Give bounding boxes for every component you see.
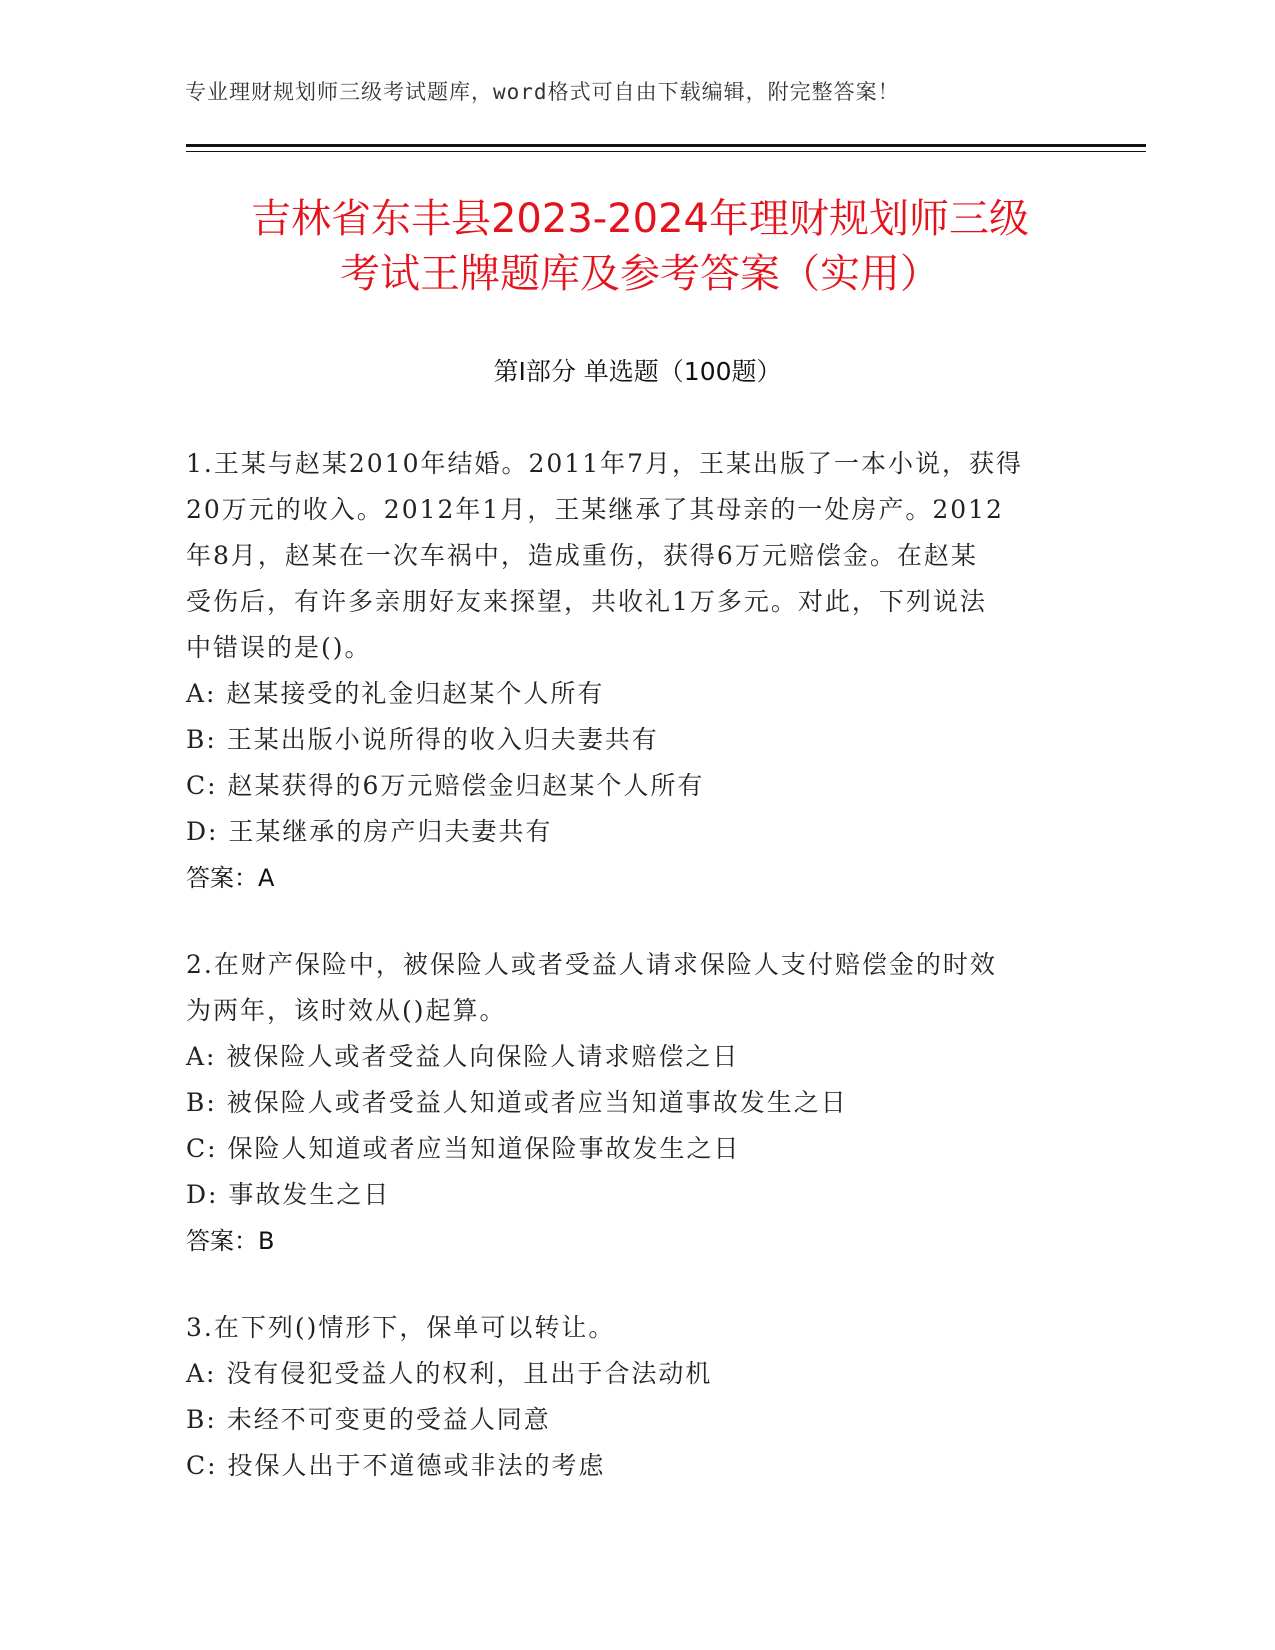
option-c: C: 保险人知道或者应当知道保险事故发生之日 — [186, 1134, 741, 1163]
header-note: 专业理财规划师三级考试题库，word格式可自由下载编辑，附完整答案！ — [185, 80, 900, 104]
question-list — [186, 441, 1086, 1530]
question-stem-line: 为两年，该时效从()起算。 — [186, 996, 507, 1025]
question-3 — [186, 1305, 1086, 1489]
option-a: A: 被保险人或者受益人向保险人请求赔偿之日 — [186, 1042, 740, 1071]
option-b: B: 被保险人或者受益人知道或者应当知道事故发生之日 — [186, 1088, 848, 1117]
option-c: C: 投保人出于不道德或非法的考虑 — [186, 1451, 606, 1480]
question-stem-line: 中错误的是()。 — [186, 633, 372, 662]
answer: 答案：B — [186, 1227, 275, 1255]
header-rule-thick — [186, 144, 1146, 147]
title-line-1: 吉林省东丰县2023-2024年理财规划师三级 — [250, 196, 1030, 242]
option-d: D: 事故发生之日 — [186, 1180, 391, 1209]
option-a: A: 没有侵犯受益人的权利，且出于合法动机 — [186, 1359, 713, 1388]
question-stem-line: 3.在下列()情形下，保单可以转让。 — [186, 1313, 616, 1342]
option-d: D: 王某继承的房产归夫妻共有 — [186, 817, 553, 846]
question-stem-line: 20万元的收入。2012年1月，王某继承了其母亲的一处房产。2012 — [186, 495, 1004, 524]
answer: 答案：A — [186, 864, 275, 892]
option-a: A: 赵某接受的礼金归赵某个人所有 — [186, 679, 605, 708]
header-rule-thin — [186, 151, 1146, 152]
question-1 — [186, 441, 1086, 901]
title-line-2: 考试王牌题库及参考答案（实用） — [340, 251, 940, 297]
question-stem-line: 1.王某与赵某2010年结婚。2011年7月，王某出版了一本小说，获得 — [186, 449, 1024, 478]
option-c: C: 赵某获得的6万元赔偿金归赵某个人所有 — [186, 771, 705, 800]
question-stem-line: 受伤后，有许多亲朋好友来探望，共收礼1万多元。对此，下列说法 — [186, 587, 987, 616]
question-2 — [186, 942, 1086, 1264]
option-b: B: 未经不可变更的受益人同意 — [186, 1405, 551, 1434]
document-title — [150, 192, 1130, 302]
question-stem-line: 年8月，赵某在一次车祸中，造成重伤，获得6万元赔偿金。在赵某 — [186, 541, 978, 570]
option-b: B: 王某出版小说所得的收入归夫妻共有 — [186, 725, 659, 754]
section-heading: 第Ⅰ部分 单选题（100题） — [493, 357, 782, 386]
question-stem-line: 2.在财产保险中，被保险人或者受益人请求保险人支付赔偿金的时效 — [186, 950, 997, 979]
